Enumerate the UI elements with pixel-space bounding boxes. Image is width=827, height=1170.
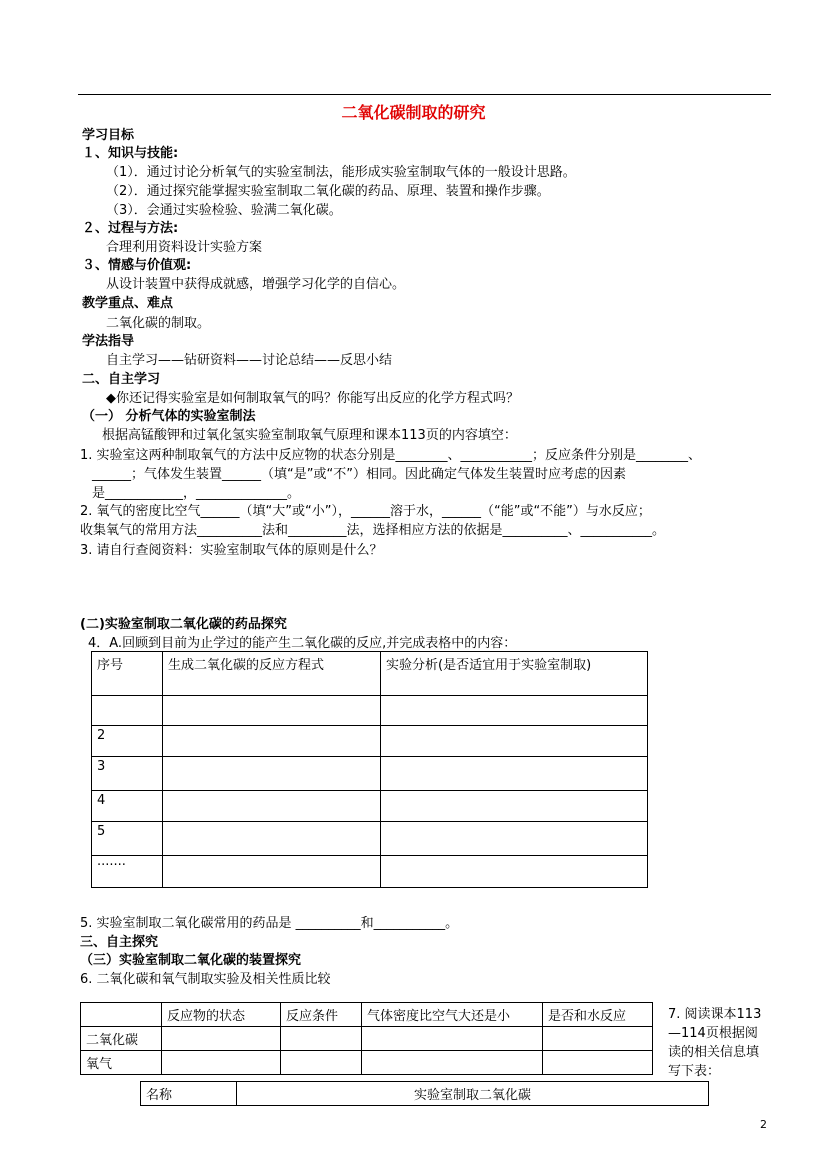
table-cell <box>281 1027 362 1051</box>
subsection-3-heading: （三）实验室制取二氧化碳的装置探究 <box>80 953 302 968</box>
process-heading: ２、过程与方法: <box>82 221 179 236</box>
table-cell <box>162 1051 281 1075</box>
page-title: 二氧化碳制取的研究 <box>341 103 486 122</box>
question-2-line-b: 收集氧气的常用方法__________法和_________法，选择相应方法的依据是__________、___________。 <box>80 523 666 538</box>
question-intro: ◆你还记得实验室是如何制取氧气的吗？你能写出反应的化学方程式吗？ <box>106 391 519 406</box>
table-cell <box>362 1027 543 1051</box>
explore-heading: 三、自主探究 <box>80 935 159 950</box>
table-cell: 2 <box>92 726 163 757</box>
table-cell <box>163 856 381 888</box>
table-cell: 二氧化碳 <box>81 1027 162 1051</box>
table-header: 是否和水反应 <box>543 1003 653 1027</box>
table-cell <box>381 696 648 726</box>
question-1-line-b: ______；气体发生装置______（填“是”或“不”）相同。因此确定气体发生装置时应考虑的因素 <box>92 467 626 482</box>
method-heading: 学法指导 <box>82 334 135 349</box>
question-7: 7. 阅读课本113—114页根据阅读的相关信息填写下表： <box>668 1007 762 1079</box>
table-cell <box>543 1027 653 1051</box>
header-rule <box>78 94 771 95</box>
method-item: 自主学习——钻研资料——讨论总结——反思小结 <box>106 353 393 368</box>
table-header: 名称 <box>141 1082 237 1106</box>
table-header: 序号 <box>92 652 163 696</box>
table-header: 实验室制取二氧化碳 <box>237 1082 709 1106</box>
table-cell <box>163 822 381 856</box>
table-cell <box>162 1027 281 1051</box>
subsection-1-heading: （一） 分析气体的实验室制法 <box>82 409 256 424</box>
comparison-table <box>80 1002 653 1075</box>
table-cell <box>381 856 648 888</box>
question-4: 4．A.回顾到目前为止学过的能产生二氧化碳的反应,并完成表格中的内容： <box>88 636 517 651</box>
subsection-1-intro: 根据高锰酸钾和过氧化氢实验室制取氧气原理和课本113页的内容填空： <box>102 428 517 443</box>
key-item: 二氧化碳的制取。 <box>106 316 211 331</box>
table-header: 反应条件 <box>281 1003 362 1027</box>
table-cell <box>362 1051 543 1075</box>
table-header: 生成二氧化碳的反应方程式 <box>163 652 381 696</box>
table-cell: ······· <box>92 856 163 888</box>
knowledge-heading: １、知识与技能: <box>82 146 179 161</box>
table-cell <box>381 757 648 791</box>
question-2-line-a: 2. 氧气的密度比空气______（填“大”或“小”），______溶于水，______（“能”或“不能”）与水反应； <box>80 504 651 519</box>
table-cell <box>163 726 381 757</box>
table-cell <box>163 696 381 726</box>
page-number: 2 <box>760 1118 767 1131</box>
table-cell <box>381 822 648 856</box>
question-3: 3. 请自行查阅资料：实验室制取气体的原则是什么？ <box>80 543 383 558</box>
table-header: 气体密度比空气大还是小 <box>362 1003 543 1027</box>
apparatus-table <box>140 1081 709 1106</box>
self-study-heading: 二、自主学习 <box>82 372 161 387</box>
table-header: 实验分析(是否适宜用于实验室制取) <box>381 652 648 696</box>
table-cell <box>163 757 381 791</box>
table-cell <box>381 726 648 757</box>
subsection-2-heading: (二)实验室制取二氧化碳的药品探究 <box>80 617 287 632</box>
table-cell <box>543 1051 653 1075</box>
emotion-heading: ３、情感与价值观: <box>82 258 192 273</box>
question-6: 6. 二氧化碳和氧气制取实验及相关性质比较 <box>80 972 331 987</box>
table-cell: 5 <box>92 822 163 856</box>
table-cell: 3 <box>92 757 163 791</box>
table-cell: 4 <box>92 791 163 822</box>
key-heading: 教学重点、难点 <box>82 296 174 311</box>
table-header: 反应物的状态 <box>162 1003 281 1027</box>
table-cell <box>281 1051 362 1075</box>
table-header <box>81 1003 162 1027</box>
knowledge-item-2: （2）．通过探究能掌握实验室制取二氧化碳的药品、原理、装置和操作步骤。 <box>106 184 550 199</box>
emotion-item: 从设计装置中获得成就感，增强学习化学的自信心。 <box>106 277 406 292</box>
question-1-line-c: 是____________，______________。 <box>92 486 301 501</box>
question-1-line-a: 1. 实验室这两种制取氧气的方法中反应物的状态分别是________、___________；反应条件分别是________、 <box>80 448 702 463</box>
knowledge-item-1: （1）．通过讨论分析氧气的实验室制法，能形成实验室制取气体的一般设计思路。 <box>106 165 576 180</box>
table-cell <box>92 696 163 726</box>
reaction-table <box>91 651 648 888</box>
table-cell: 氧气 <box>81 1051 162 1075</box>
table-cell <box>381 791 648 822</box>
question-5: 5. 实验室制取二氧化碳常用的药品是 __________和___________。 <box>80 916 459 931</box>
goals-heading: 学习目标 <box>82 128 135 143</box>
process-item: 合理利用资料设计实验方案 <box>106 240 263 255</box>
knowledge-item-3: （3）．会通过实验检验、验满二氧化碳。 <box>106 203 342 218</box>
table-cell <box>163 791 381 822</box>
